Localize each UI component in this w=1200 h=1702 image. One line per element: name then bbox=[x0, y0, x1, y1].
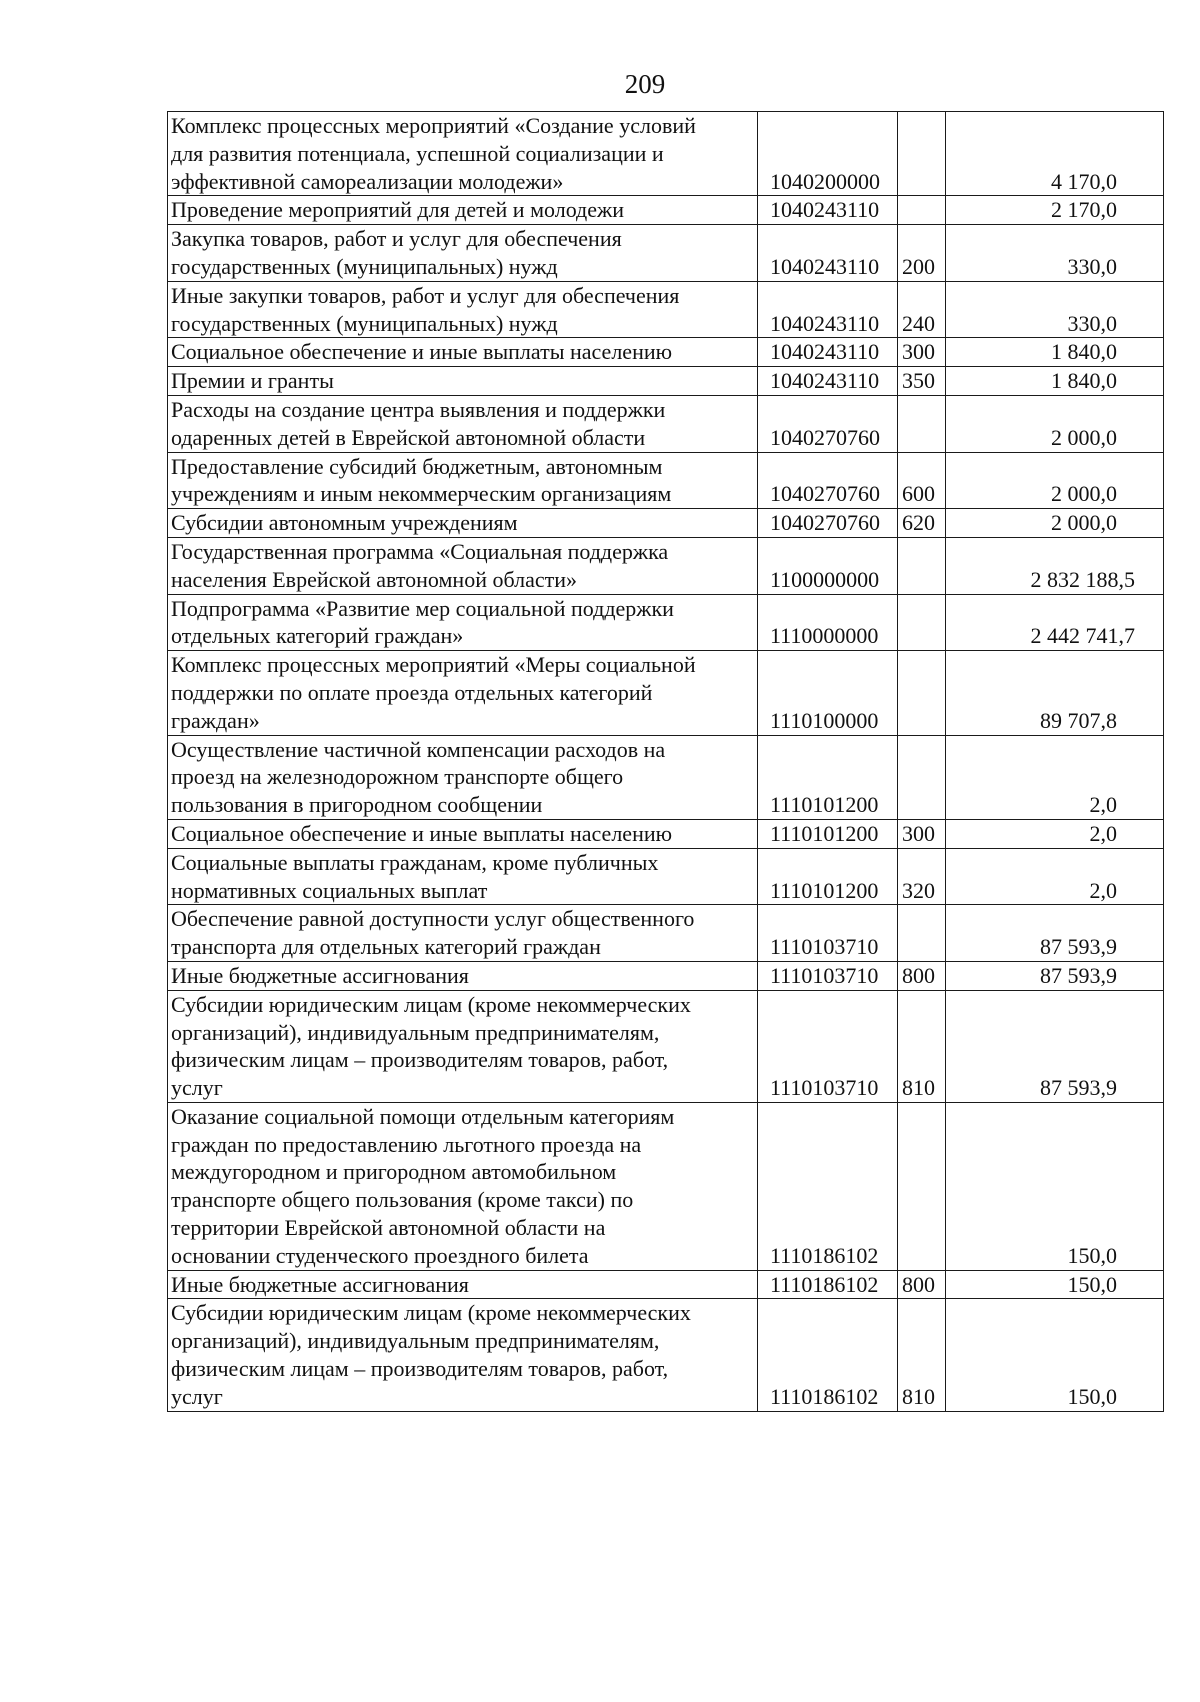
row-code-cell: 1040270760 bbox=[758, 395, 898, 452]
row-name-cell bbox=[168, 848, 758, 905]
row-name-line: Субсидии юридическим лицам (кроме некоммерческих bbox=[171, 991, 691, 1017]
row-expense-type-cell bbox=[898, 537, 946, 594]
row-expense-type-cell bbox=[898, 395, 946, 452]
row-name-line: транспорта для отдельных категорий граждан bbox=[171, 934, 601, 960]
row-name-line: услуг bbox=[171, 1075, 223, 1101]
row-name-cell bbox=[168, 395, 758, 452]
row-name-line: Иные бюджетные ассигнования bbox=[171, 1271, 469, 1297]
table-row bbox=[168, 509, 1164, 538]
row-code-cell: 1110000000 bbox=[758, 594, 898, 651]
table-row bbox=[168, 1270, 1164, 1299]
row-name-line: Комплекс процессных мероприятий «Меры социальной bbox=[171, 652, 696, 678]
row-name-line: организаций), индивидуальным предпринимателям, bbox=[171, 1019, 660, 1045]
row-expense-type-cell bbox=[898, 594, 946, 651]
row-amount-cell: 1 840,0 bbox=[946, 367, 1164, 396]
row-name-cell bbox=[168, 905, 758, 962]
row-code-cell: 1110186102 bbox=[758, 1102, 898, 1270]
budget-table bbox=[167, 111, 1164, 1412]
row-amount-cell: 2 000,0 bbox=[946, 395, 1164, 452]
row-amount-cell: 1 840,0 bbox=[946, 338, 1164, 367]
row-name-cell bbox=[168, 961, 758, 990]
row-name-line: Премии и гранты bbox=[171, 368, 334, 394]
row-name-line: Социальное обеспечение и иные выплаты населению bbox=[171, 339, 673, 365]
row-name-cell bbox=[168, 338, 758, 367]
row-name-line: физическим лицам – производителям товаров, работ, bbox=[171, 1047, 669, 1073]
row-expense-type-cell: 800 bbox=[898, 1270, 946, 1299]
row-name-line: Закупка товаров, работ и услуг для обеспечения bbox=[171, 226, 622, 252]
row-code-cell: 1040200000 bbox=[758, 112, 898, 196]
row-name-line: эффективной самореализации молодежи» bbox=[171, 168, 564, 194]
table-row bbox=[168, 905, 1164, 962]
table-row bbox=[168, 651, 1164, 735]
row-expense-type-cell: 300 bbox=[898, 819, 946, 848]
row-name-cell bbox=[168, 651, 758, 735]
row-amount-cell: 2,0 bbox=[946, 819, 1164, 848]
table-row bbox=[168, 367, 1164, 396]
row-amount-cell: 87 593,9 bbox=[946, 905, 1164, 962]
table-row bbox=[168, 338, 1164, 367]
page-number: 209 bbox=[624, 69, 666, 99]
table-row bbox=[168, 395, 1164, 452]
row-name-line: Субсидии автономным учреждениям bbox=[171, 510, 518, 536]
row-name-line: граждан по предоставлению льготного проезда на bbox=[171, 1131, 642, 1157]
row-name-line: физическим лицам – производителям товаров, работ, bbox=[171, 1356, 669, 1382]
row-code-cell: 1040243110 bbox=[758, 225, 898, 282]
row-amount-cell: 87 593,9 bbox=[946, 990, 1164, 1102]
row-name-cell bbox=[168, 819, 758, 848]
row-name-line: основании студенческого проездного билета bbox=[171, 1242, 589, 1268]
row-expense-type-cell bbox=[898, 735, 946, 819]
table-row bbox=[168, 1102, 1164, 1270]
row-expense-type-cell: 320 bbox=[898, 848, 946, 905]
row-expense-type-cell: 810 bbox=[898, 990, 946, 1102]
row-amount-cell: 87 593,9 bbox=[946, 961, 1164, 990]
row-name-cell bbox=[168, 452, 758, 509]
table-row bbox=[168, 848, 1164, 905]
row-amount-cell: 2 832 188,5 bbox=[946, 537, 1164, 594]
row-name-cell bbox=[168, 990, 758, 1102]
row-amount-cell: 330,0 bbox=[946, 281, 1164, 338]
row-name-line: Обеспечение равной доступности услуг общественного bbox=[171, 906, 695, 932]
row-amount-cell: 150,0 bbox=[946, 1299, 1164, 1411]
row-name-line: услуг bbox=[171, 1383, 223, 1409]
row-code-cell: 1100000000 bbox=[758, 537, 898, 594]
row-code-cell: 1040270760 bbox=[758, 509, 898, 538]
row-name-line: государственных (муниципальных) нужд bbox=[171, 253, 558, 279]
row-name-line: Подпрограмма «Развитие мер социальной поддержки bbox=[171, 595, 674, 621]
row-code-cell: 1040243110 bbox=[758, 281, 898, 338]
row-expense-type-cell bbox=[898, 651, 946, 735]
row-name-cell bbox=[168, 1102, 758, 1270]
row-name-line: Субсидии юридическим лицам (кроме некоммерческих bbox=[171, 1300, 691, 1326]
row-name-cell bbox=[168, 509, 758, 538]
row-expense-type-cell: 350 bbox=[898, 367, 946, 396]
row-amount-cell: 2,0 bbox=[946, 848, 1164, 905]
row-code-cell: 1110100000 bbox=[758, 651, 898, 735]
row-name-cell bbox=[168, 281, 758, 338]
table-row bbox=[168, 990, 1164, 1102]
row-amount-cell: 150,0 bbox=[946, 1102, 1164, 1270]
row-name-line: нормативных социальных выплат bbox=[171, 877, 488, 903]
row-expense-type-cell: 200 bbox=[898, 225, 946, 282]
row-name-cell bbox=[168, 537, 758, 594]
row-name-line: Социальные выплаты гражданам, кроме публичных bbox=[171, 849, 659, 875]
row-amount-cell: 150,0 bbox=[946, 1270, 1164, 1299]
row-expense-type-cell bbox=[898, 196, 946, 225]
row-name-cell bbox=[168, 225, 758, 282]
row-name-line: населения Еврейской автономной области» bbox=[171, 566, 578, 592]
row-name-cell bbox=[168, 735, 758, 819]
row-name-line: Предоставление субсидий бюджетным, автономным bbox=[171, 453, 663, 479]
row-code-cell: 1110101200 bbox=[758, 848, 898, 905]
table-row bbox=[168, 537, 1164, 594]
table-row bbox=[168, 281, 1164, 338]
row-expense-type-cell bbox=[898, 1102, 946, 1270]
row-name-line: Иные закупки товаров, работ и услуг для обеспечения bbox=[171, 282, 680, 308]
row-expense-type-cell: 240 bbox=[898, 281, 946, 338]
row-amount-cell: 2,0 bbox=[946, 735, 1164, 819]
table-row bbox=[168, 196, 1164, 225]
row-code-cell: 1040270760 bbox=[758, 452, 898, 509]
row-name-line: пользования в пригородном сообщении bbox=[171, 792, 543, 818]
table-row bbox=[168, 735, 1164, 819]
row-name-line: государственных (муниципальных) нужд bbox=[171, 310, 558, 336]
row-expense-type-cell: 800 bbox=[898, 961, 946, 990]
row-expense-type-cell: 600 bbox=[898, 452, 946, 509]
row-expense-type-cell: 620 bbox=[898, 509, 946, 538]
row-name-line: одаренных детей в Еврейской автономной области bbox=[171, 424, 646, 450]
row-expense-type-cell bbox=[898, 112, 946, 196]
row-amount-cell: 2 442 741,7 bbox=[946, 594, 1164, 651]
row-expense-type-cell: 300 bbox=[898, 338, 946, 367]
row-name-cell bbox=[168, 594, 758, 651]
row-name-line: транспорте общего пользования (кроме такси) по bbox=[171, 1187, 634, 1213]
row-name-line: Проведение мероприятий для детей и молодежи bbox=[171, 197, 624, 223]
row-code-cell: 1110103710 bbox=[758, 961, 898, 990]
row-code-cell: 1110186102 bbox=[758, 1270, 898, 1299]
row-name-cell bbox=[168, 1270, 758, 1299]
table-body bbox=[168, 112, 1164, 1412]
row-expense-type-cell bbox=[898, 905, 946, 962]
row-name-line: поддержки по оплате проезда отдельных категорий bbox=[171, 679, 653, 705]
table-row bbox=[168, 1299, 1164, 1411]
row-amount-cell: 2 000,0 bbox=[946, 452, 1164, 509]
row-amount-cell: 2 000,0 bbox=[946, 509, 1164, 538]
row-name-line: организаций), индивидуальным предпринимателям, bbox=[171, 1328, 660, 1354]
table-row bbox=[168, 225, 1164, 282]
row-code-cell: 1040243110 bbox=[758, 367, 898, 396]
row-name-line: Комплекс процессных мероприятий «Создание условий bbox=[171, 113, 696, 138]
row-name-line: Оказание социальной помощи отдельным категориям bbox=[171, 1103, 675, 1129]
row-code-cell: 1110186102 bbox=[758, 1299, 898, 1411]
row-name-cell bbox=[168, 112, 758, 196]
table-row bbox=[168, 819, 1164, 848]
row-amount-cell: 89 707,8 bbox=[946, 651, 1164, 735]
row-amount-cell: 330,0 bbox=[946, 225, 1164, 282]
row-code-cell: 1110101200 bbox=[758, 819, 898, 848]
row-name-line: Государственная программа «Социальная поддержка bbox=[171, 538, 669, 564]
row-code-cell: 1040243110 bbox=[758, 338, 898, 367]
row-code-cell: 1110103710 bbox=[758, 905, 898, 962]
row-name-line: проезд на железнодорожном транспорте общего bbox=[171, 764, 624, 790]
row-code-cell: 1110103710 bbox=[758, 990, 898, 1102]
row-name-line: для развития потенциала, успешной социализации и bbox=[171, 140, 664, 166]
row-name-cell bbox=[168, 1299, 758, 1411]
row-name-line: Осуществление частичной компенсации расходов на bbox=[171, 736, 666, 762]
row-name-line: Социальное обеспечение и иные выплаты населению bbox=[171, 820, 673, 846]
row-code-cell: 1040243110 bbox=[758, 196, 898, 225]
table-row bbox=[168, 594, 1164, 651]
row-name-line: учреждениям и иным некоммерческим организациям bbox=[171, 481, 672, 507]
row-name-line: Иные бюджетные ассигнования bbox=[171, 962, 469, 988]
table-row bbox=[168, 961, 1164, 990]
row-name-cell bbox=[168, 196, 758, 225]
row-name-line: территории Еврейской автономной области на bbox=[171, 1215, 606, 1241]
table-row bbox=[168, 452, 1164, 509]
row-name-cell bbox=[168, 367, 758, 396]
row-amount-cell: 4 170,0 bbox=[946, 112, 1164, 196]
row-name-line: отдельных категорий граждан» bbox=[171, 623, 464, 649]
row-amount-cell: 2 170,0 bbox=[946, 196, 1164, 225]
row-expense-type-cell: 810 bbox=[898, 1299, 946, 1411]
row-name-line: междугородном и пригородном автомобильном bbox=[171, 1159, 617, 1185]
row-name-line: граждан» bbox=[171, 707, 260, 733]
table-row bbox=[168, 112, 1164, 196]
row-name-line: Расходы на создание центра выявления и поддержки bbox=[171, 396, 666, 422]
row-code-cell: 1110101200 bbox=[758, 735, 898, 819]
